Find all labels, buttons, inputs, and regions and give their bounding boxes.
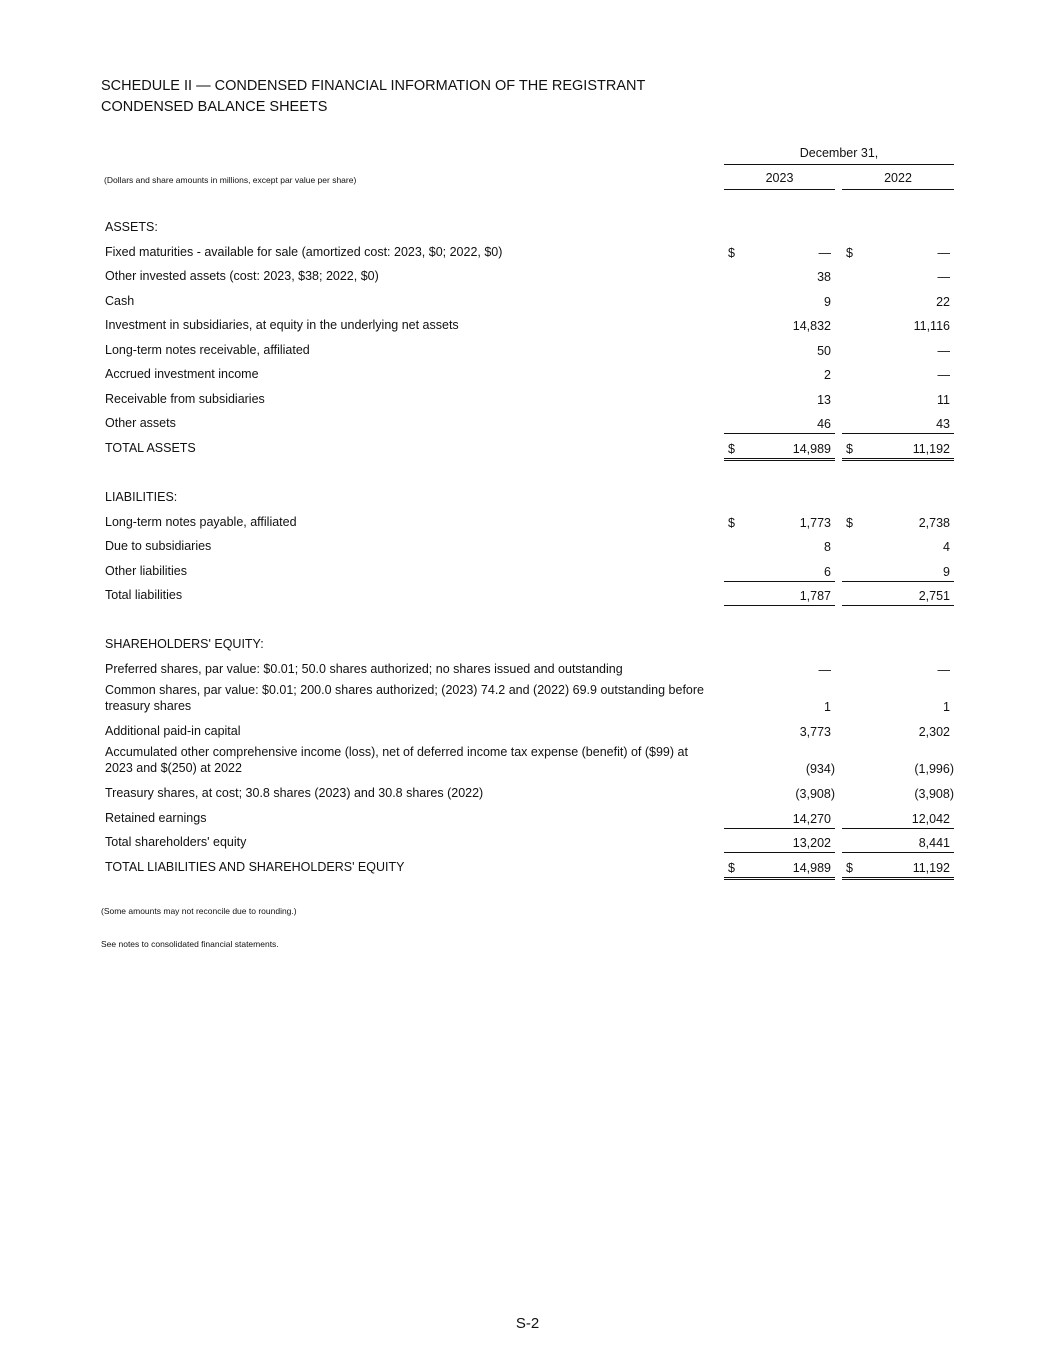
table-row: Preferred shares, par value: $0.01; 50.0 shares authorized; no shares issued and outstanding — —: [105, 662, 950, 677]
document-title: [101, 76, 645, 118]
year-2023-header: 2023: [724, 171, 835, 190]
table-row: Treasury shares, at cost; 30.8 shares (2023) and 30.8 shares (2022) (3,908) (3,908): [105, 786, 954, 801]
total-row: TOTAL ASSETS $ 14,989 $ 11,192: [0, 440, 1055, 456]
table-row: Investment in subsidiaries, at equity in the underlying net assets 14,832 11,116: [105, 318, 950, 333]
rounding-note: (Some amounts may not reconcile due to rounding.): [101, 906, 297, 916]
table-row: Common shares, par value: $0.01; 200.0 shares authorized; (2023) 74.2 and (2022) 69.9 outstanding before treasury shares 1 1: [105, 683, 950, 714]
section-heading-assets: ASSETS:: [105, 220, 158, 234]
table-row: Long-term notes payable, affiliated $ 1,773 $ 2,738: [105, 515, 950, 530]
table-row: Accumulated other comprehensive income (loss), net of deferred income tax expense (benefit) of ($99) at 2023 and $(250) at 2022 (934) (1,996): [105, 745, 954, 776]
grand-total-row: TOTAL LIABILITIES AND SHAREHOLDERS' EQUITY $ 14,989 $ 11,192: [0, 859, 1055, 875]
balance-sheet-title: CONDENSED BALANCE SHEETS: [101, 99, 328, 115]
table-row: Other assets 46 43: [0, 415, 1055, 431]
table-row: Long-term notes receivable, affiliated 50 —: [105, 343, 950, 358]
table-row: Other invested assets (cost: 2023, $38; 2022, $0) 38 —: [105, 269, 950, 284]
table-row: Accrued investment income 2 —: [105, 367, 950, 382]
schedule-title: SCHEDULE II — CONDENSED FINANCIAL INFORMATION OF THE REGISTRANT: [101, 78, 646, 94]
total-row: Total liabilities 1,787 2,751: [0, 587, 1055, 603]
table-row: Receivable from subsidiaries 13 11: [105, 392, 950, 407]
table-row: Due to subsidiaries 8 4: [105, 539, 950, 554]
total-row: Total shareholders' equity 13,202 8,441: [0, 834, 1055, 850]
section-heading-equity: SHAREHOLDERS' EQUITY:: [105, 637, 264, 651]
table-row: Additional paid-in capital 3,773 2,302: [105, 724, 950, 739]
units-note: (Dollars and share amounts in millions, except par value per share): [104, 175, 357, 185]
table-row: Retained earnings 14,270 12,042: [0, 810, 1055, 826]
page-number: S-2: [515, 1315, 540, 1332]
period-header: December 31,: [724, 146, 954, 165]
year-2022-header: 2022: [842, 171, 954, 190]
table-row: Fixed maturities - available for sale (amortized cost: 2023, $0; 2022, $0) $ — $ —: [105, 245, 950, 260]
see-notes-note: See notes to consolidated financial statements.: [101, 939, 279, 949]
table-row: Other liabilities 6 9: [0, 563, 1055, 579]
section-heading-liabilities: LIABILITIES:: [105, 490, 178, 504]
table-row: Cash 9 22: [105, 294, 950, 309]
